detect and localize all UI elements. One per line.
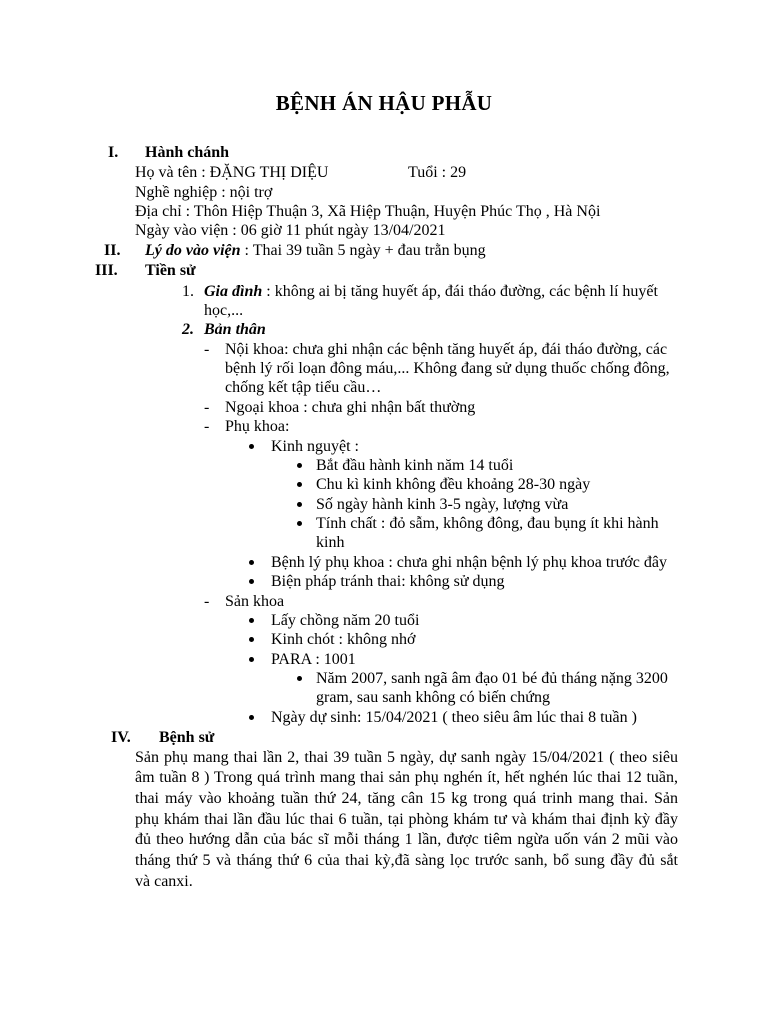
- family-history-number: 1.: [182, 283, 194, 300]
- patient-name: Họ và tên : ĐẶNG THỊ DIỆU: [135, 164, 329, 181]
- admission-reason: [145, 241, 486, 261]
- birth-history-line-2: gram, sau sanh không có biến chứng: [316, 689, 550, 706]
- menses-item-cont: kinh: [316, 534, 345, 551]
- bullet-icon: [249, 437, 254, 457]
- family-history: [204, 282, 658, 302]
- family-history-heading: Gia đình: [204, 283, 263, 300]
- surgical-history: Ngoại khoa : chưa ghi nhận bất thường: [225, 399, 476, 416]
- bullet-icon: [297, 514, 302, 534]
- menses-item: Chu kì kinh không đều khoảng 28-30 ngày: [316, 476, 591, 493]
- dash-marker: -: [204, 399, 210, 416]
- internal-history-line-3: chống kết tập tiểu cầu…: [225, 379, 382, 396]
- bullet-icon: [249, 708, 254, 728]
- admission-reason-text: : Thai 39 tuần 5 ngày + đau trằn bụng: [240, 242, 486, 259]
- history-line-1: Sản phụ mang thai lần 2, thai 39 tuần 5 ngày, dự sanh ngày 15/04/2021 ( theo siêu: [135, 749, 678, 766]
- patient-occupation: Nghề nghiệp : nội trợ: [135, 184, 273, 201]
- internal-history-line-2: bệnh lý rối loạn đông máu,... Không đang sử dụng thuốc chống đông,: [225, 360, 670, 377]
- gyn-disease: Bệnh lý phụ khoa : chưa ghi nhận bệnh lý phụ khoa trước đây: [271, 554, 667, 571]
- section-2-heading: Lý do vào viện: [145, 242, 241, 259]
- bullet-icon: [297, 475, 302, 495]
- internal-history-line-1: Nội khoa: chưa ghi nhận các bệnh tăng huyết áp, đái tháo đường, các: [225, 341, 668, 358]
- dash-marker: -: [204, 418, 210, 435]
- bullet-icon: [297, 495, 302, 515]
- section-1-heading: Hành chánh: [145, 144, 230, 161]
- contraception: Biện pháp tránh thai: không sử dụng: [271, 573, 505, 590]
- menses-item: Bắt đầu hành kinh năm 14 tuổi: [316, 457, 514, 474]
- section-4-heading: Bệnh sử: [159, 729, 215, 746]
- due-date: Ngày dự sinh: 15/04/2021 ( theo siêu âm lúc thai 8 tuần ): [271, 709, 637, 726]
- bullet-icon: [297, 669, 302, 689]
- history-line-3: thai máy vào khoảng tuần thứ 24, tăng cân 15 kg trong quá trinh mang thai. Sản: [135, 790, 678, 807]
- marriage-age: Lấy chồng năm 20 tuổi: [271, 612, 420, 629]
- bullet-icon: [249, 630, 254, 650]
- patient-age: Tuổi : 29: [408, 164, 467, 181]
- menses-item: Số ngày hành kinh 3-5 ngày, lượng vừa: [316, 496, 569, 513]
- section-3-number: III.: [95, 262, 118, 279]
- para: PARA : 1001: [271, 651, 356, 668]
- dash-marker: -: [204, 593, 210, 610]
- personal-history-heading: Bản thân: [204, 321, 266, 338]
- obstetric-heading: Sản khoa: [225, 593, 285, 610]
- bullet-icon: [249, 650, 254, 670]
- history-line-2: âm tuần 8 ) Trong quá trình mang thai sản phụ nghén ít, hết nghén lúc thai 12 tuần,: [135, 769, 678, 786]
- personal-history-number: 2.: [182, 321, 194, 338]
- patient-address: Địa chỉ : Thôn Hiệp Thuận 3, Xã Hiệp Thuận, Huyện Phúc Thọ , Hà Nội: [135, 203, 601, 220]
- menses-item: Tính chất : đỏ sẫm, không đông, đau bụng ít khi hành: [316, 515, 659, 532]
- gynecology-heading: Phụ khoa:: [225, 418, 290, 435]
- history-line-5: đủ theo hướng dẫn của bác sĩ mỗi tháng 1 lần, được tiêm ngừa uốn ván 2 mũi vào: [135, 831, 678, 848]
- bullet-icon: [249, 611, 254, 631]
- family-history-text: : không ai bị tăng huyết áp, đái tháo đường, các bệnh lí huyết: [262, 283, 658, 300]
- admission-time: Ngày vào viện : 06 giờ 11 phút ngày 13/04/2021: [135, 222, 446, 239]
- bullet-icon: [297, 456, 302, 476]
- section-3-heading: Tiền sử: [145, 262, 196, 279]
- last-menstrual-period: Kinh chót : không nhớ: [271, 631, 416, 648]
- history-line-7: và canxi.: [135, 873, 193, 890]
- bullet-icon: [249, 572, 254, 592]
- section-1-number: I.: [108, 144, 119, 161]
- document-title: BỆNH ÁN HẬU PHẪU: [275, 91, 493, 115]
- section-2-number: II.: [104, 242, 121, 259]
- family-history-text-cont: học,...: [204, 302, 244, 319]
- menses-heading: Kinh nguyệt :: [271, 438, 359, 455]
- section-4-number: IV.: [111, 729, 131, 746]
- birth-history-line-1: Năm 2007, sanh ngã âm đạo 01 bé đủ tháng nặng 3200: [316, 670, 668, 687]
- dash-marker: -: [204, 341, 210, 358]
- history-line-4: phụ khám thai lần đầu lúc thai 6 tuần, tại phòng khám tư và khám thai định kỳ đầy: [135, 811, 678, 828]
- bullet-icon: [249, 553, 254, 573]
- history-line-6: tháng thứ 5 và tháng thứ 6 của thai kỳ,đã sàng lọc trước sanh, bổ sung đầy đủ sắt: [135, 852, 678, 869]
